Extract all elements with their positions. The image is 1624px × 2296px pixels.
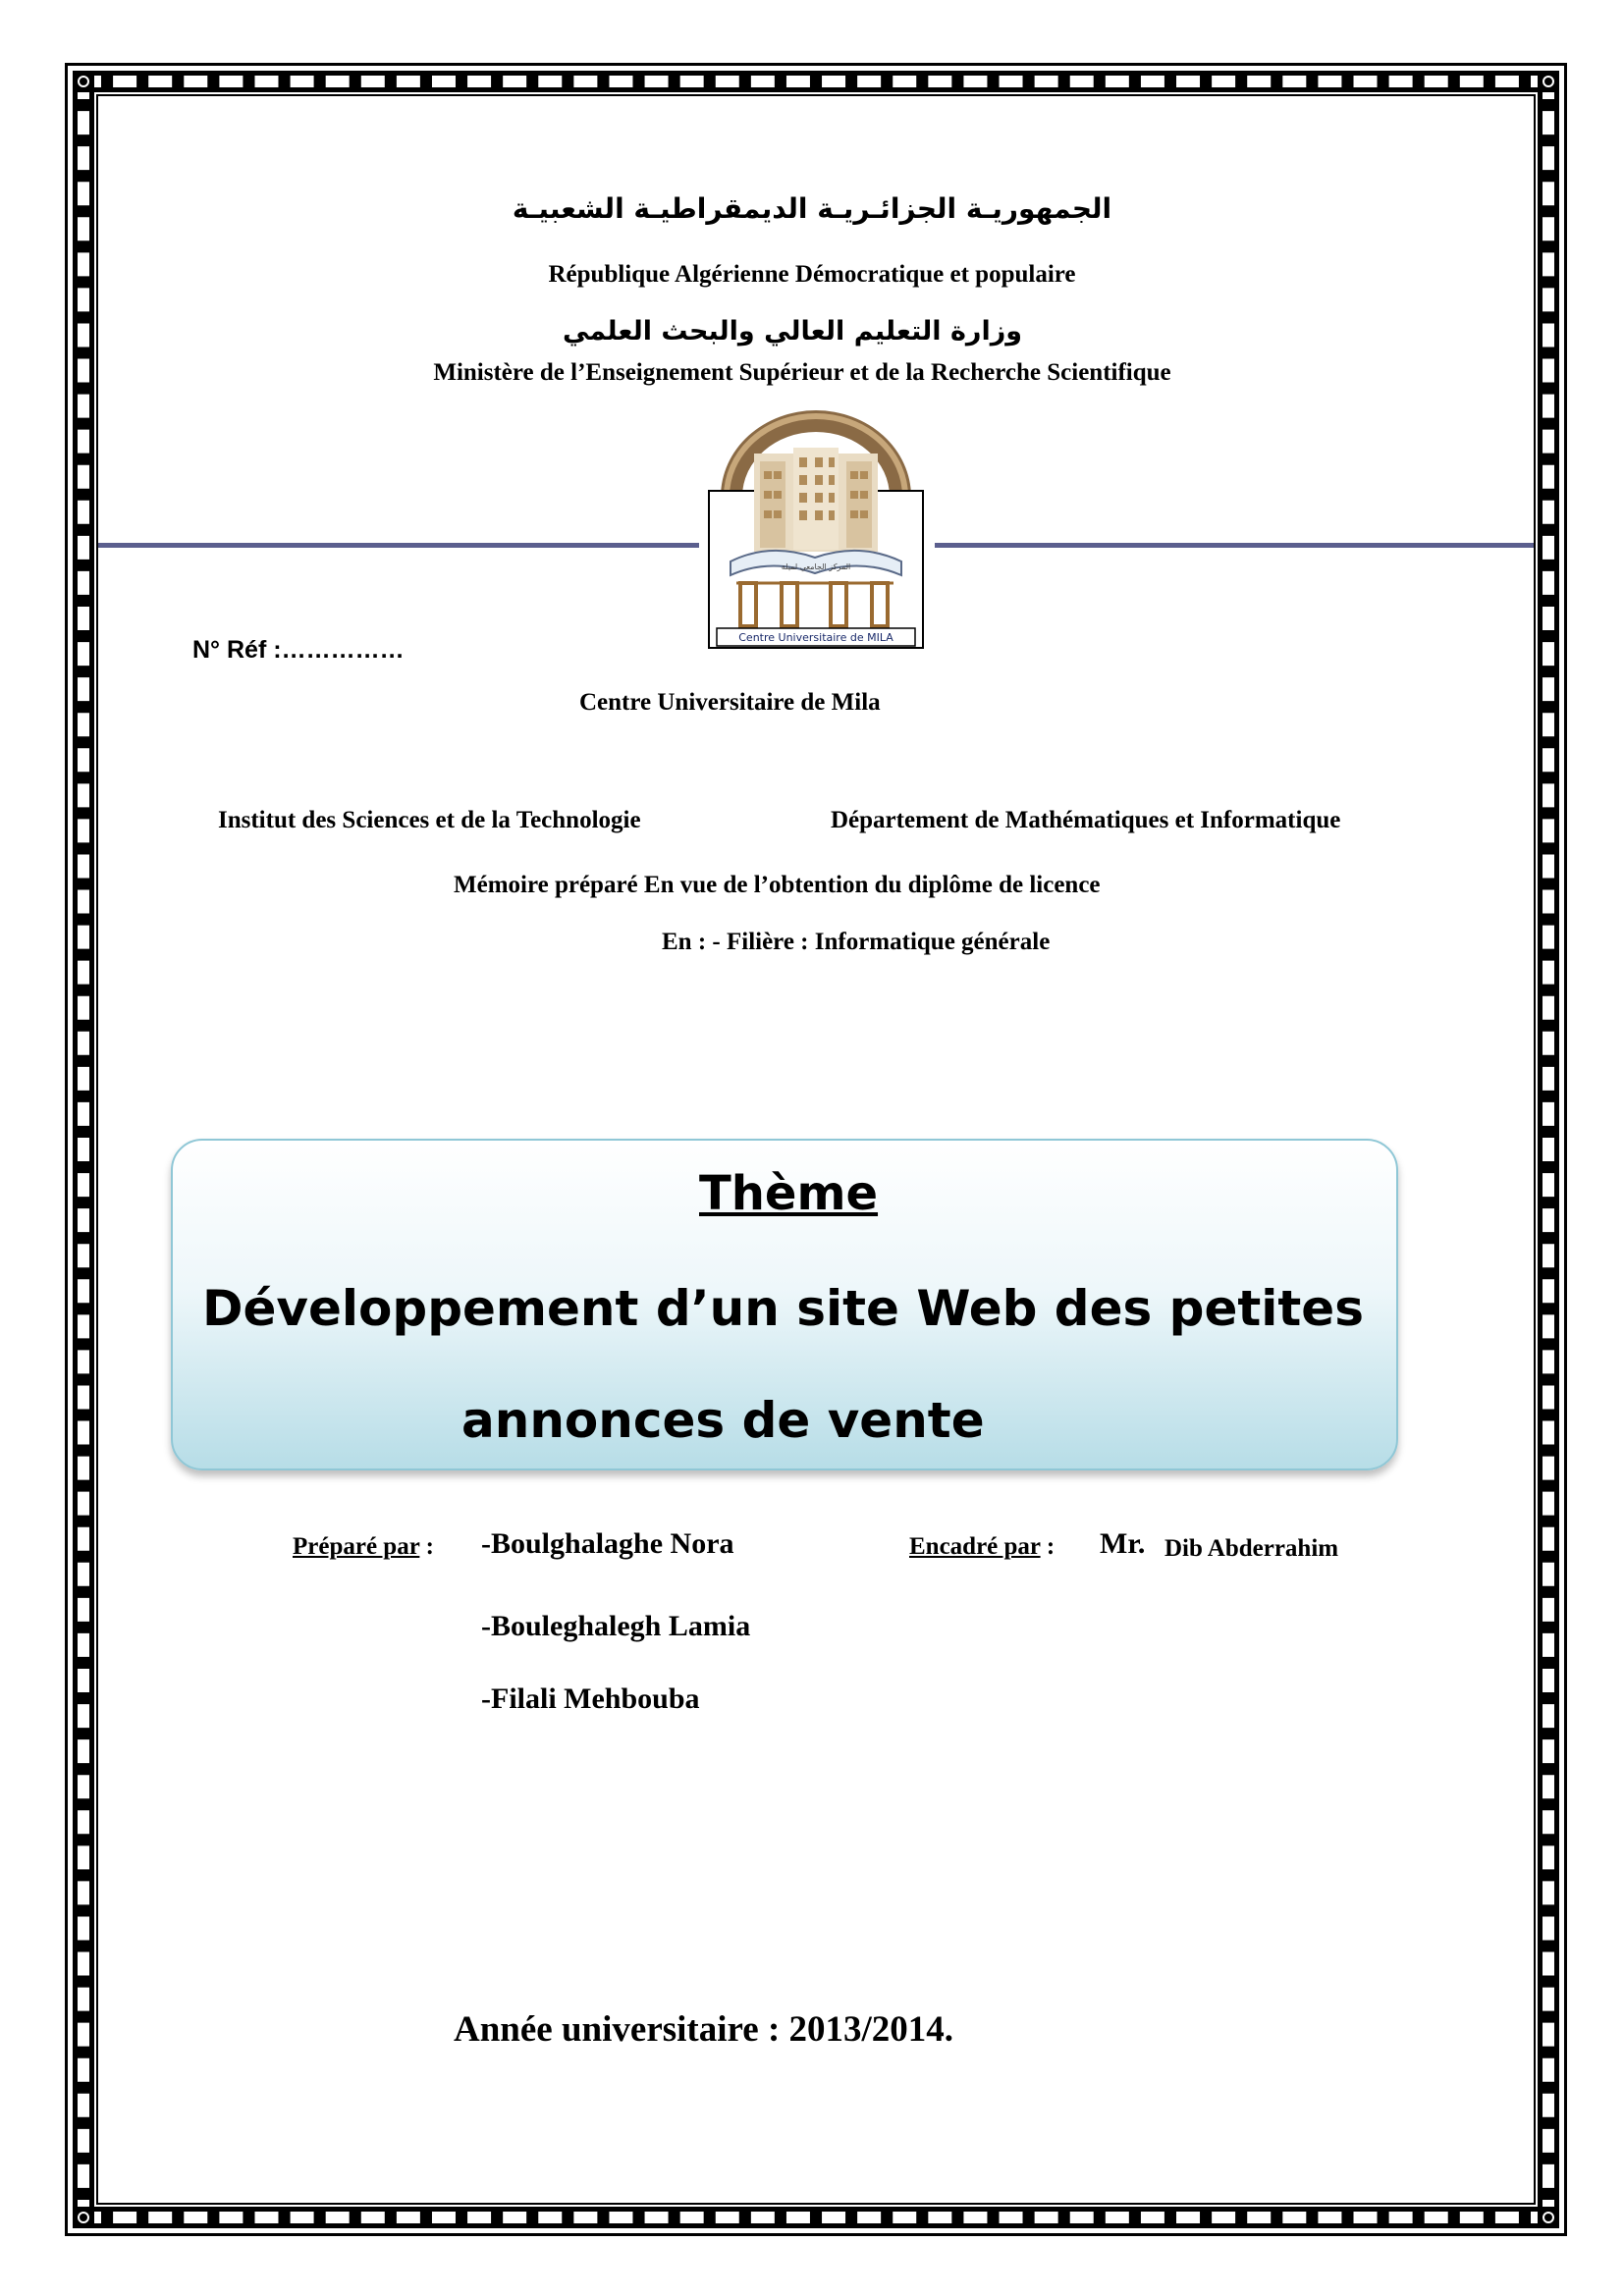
reference-label: N° Réf : [192, 636, 282, 664]
institute-name: Institut des Sciences et de la Technologie [218, 807, 641, 833]
header-rule-right [935, 543, 1534, 548]
arabic-republic-title: الجمهوريـة الجزائـريـة الديمقراطيـة الشعبيـة [512, 192, 1112, 225]
republic-title: République Algérienne Démocratique et populaire [548, 261, 1076, 288]
prepared-by-text: Préparé par [293, 1533, 420, 1560]
supervised-by-text: Encadré par [909, 1533, 1041, 1560]
reference-value: …………… [281, 636, 405, 664]
supervised-by-colon: : [1040, 1533, 1056, 1560]
supervisor-name: Dib Abderrahim [1164, 1535, 1339, 1562]
prepared-by-colon: : [419, 1533, 434, 1560]
supervisor-title: Mr. [1100, 1527, 1146, 1560]
theme-heading: Thème [699, 1166, 879, 1221]
academic-year: Année universitaire : 2013/2014. [454, 2009, 954, 2050]
logo-arabic-text: المركز الجامعي لميلة [781, 562, 851, 571]
author-name: -Filali Mehbouba [481, 1682, 700, 1715]
author-name: -Boulghalaghe Nora [481, 1527, 734, 1560]
theme-title-line2: annonces de vente [461, 1392, 985, 1449]
author-name: -Bouleghalegh Lamia [481, 1610, 751, 1642]
supervised-by-label [909, 1533, 1055, 1561]
logo-caption: Centre Universitaire de MILA [738, 631, 893, 644]
header-rule-left [98, 543, 699, 548]
border-corner-ornament [1538, 71, 1559, 92]
center-name: Centre Universitaire de Mila [579, 689, 881, 716]
reference-number [192, 636, 405, 665]
prepared-by-label [293, 1533, 434, 1561]
filiere-line: En : - Filière : Informatique générale [662, 929, 1051, 955]
ministry-title: Ministère de l’Enseignement Supérieur et de la Recherche Scientifique [433, 359, 1171, 386]
university-logo [707, 410, 925, 652]
border-corner-ornament [1538, 2207, 1559, 2228]
arabic-ministry-title: وزارة التعليم العالي والبحث العلمي [562, 316, 1023, 347]
border-corner-ornament [73, 71, 94, 92]
theme-title-line1: Développement d’un site Web des petites [202, 1280, 1364, 1337]
border-corner-ornament [73, 2207, 94, 2228]
department-name: Département de Mathématiques et Informatique [831, 807, 1341, 833]
memoire-description: Mémoire préparé En vue de l’obtention du diplôme de licence [454, 872, 1101, 898]
